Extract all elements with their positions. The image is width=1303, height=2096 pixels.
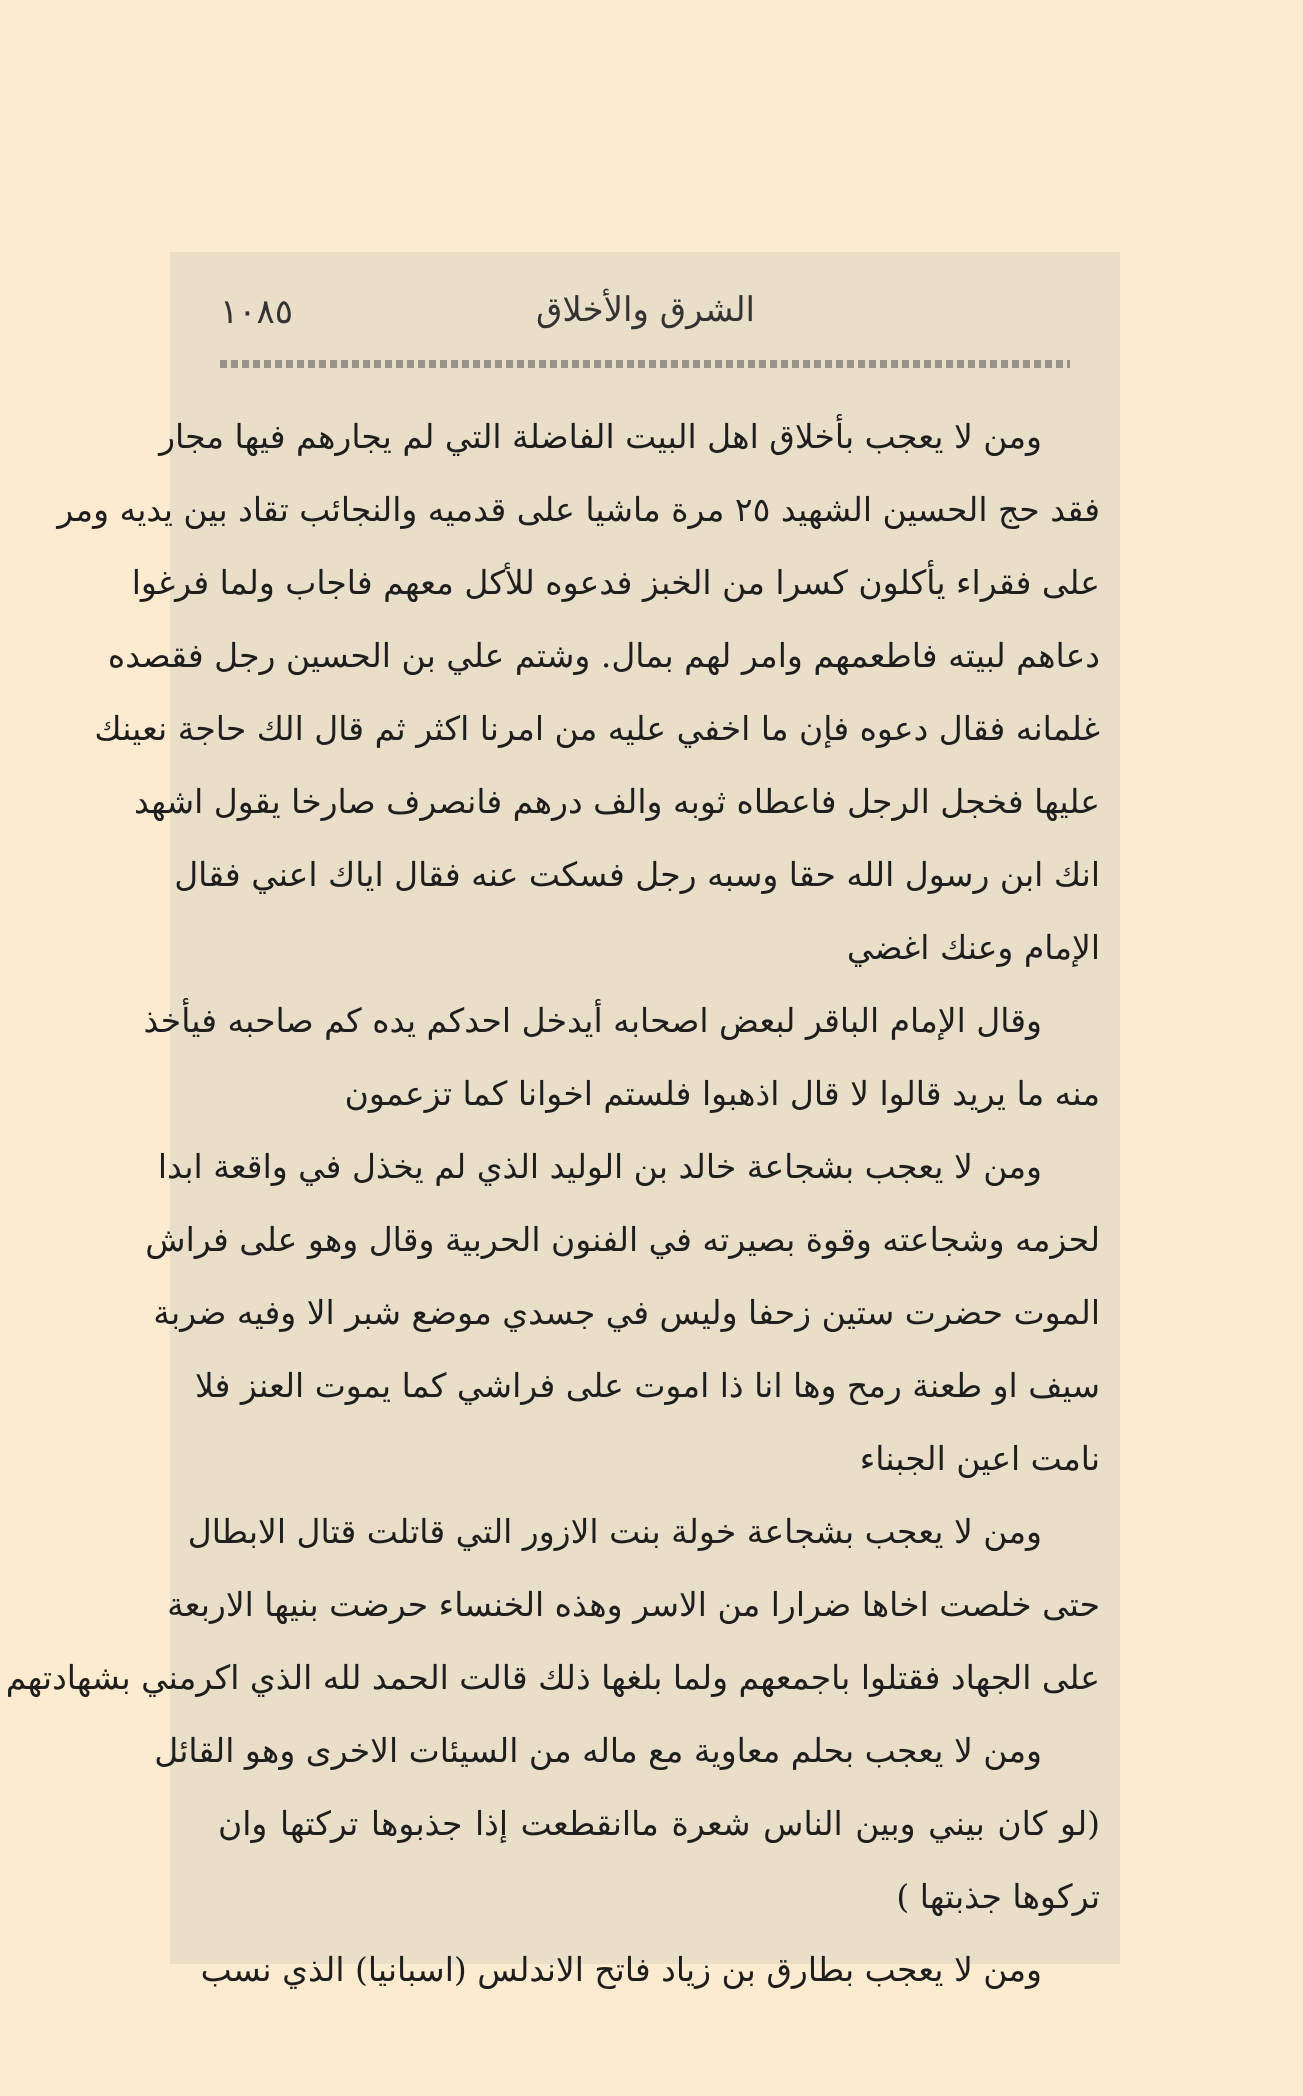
text-line: ومن لا يعجب بحلم معاوية مع ماله من السيئات الاخرى وهو القائل	[154, 1731, 1042, 1770]
page-header	[220, 290, 1070, 350]
text-line: دعاهم لبيته فاطعمهم وامر لهم بمال. وشتم علي بن الحسين رجل فقصده	[107, 636, 1100, 675]
text-line: منه ما يريد قالوا لا قال اذهبوا فلستم اخوانا كما تزعمون	[344, 1074, 1100, 1113]
text-line: ومن لا يعجب بأخلاق اهل البيت الفاضلة التي لم يجارهم فيها مجار	[159, 417, 1042, 456]
text-line: فقد حج الحسين الشهيد ٢٥ مرة ماشيا على قدميه والنجائب تقاد بين يديه ومر	[57, 490, 1100, 529]
text-line: تركوها جذبتها )	[896, 1877, 1100, 1916]
text-line: ومن لا يعجب بطارق بن زياد فاتح الاندلس (اسبانيا) الذي نسب	[200, 1950, 1042, 1989]
running-title: الشرق والأخلاق	[535, 290, 755, 330]
text-line: ومن لا يعجب بشجاعة خولة بنت الازور التي قاتلت قتال الابطال	[187, 1512, 1042, 1551]
text-line: الإمام وعنك اغضي	[846, 928, 1100, 967]
text-line: حتى خلصت اخاها ضرارا من الاسر وهذه الخنساء حرضت بنيها الاربعة	[167, 1585, 1100, 1624]
header-rule	[220, 360, 1070, 368]
text-line: عليها فخجل الرجل فاعطاه ثوبه والف درهم فانصرف صارخا يقول اشهد	[133, 782, 1100, 821]
text-line: لحزمه وشجاعته وقوة بصيرته في الفنون الحربية وقال وهو على فراش	[145, 1220, 1100, 1259]
text-line: على الجهاد فقتلوا باجمعهم ولما بلغها ذلك قالت الحمد لله الذي اكرمني بشهادتهم	[5, 1658, 1100, 1697]
text-line: نامت اعين الجبناء	[859, 1439, 1100, 1478]
text-line: وقال الإمام الباقر لبعض اصحابه أيدخل احدكم يده كم صاحبه فيأخذ	[143, 1001, 1042, 1040]
text-line: سيف او طعنة رمح وها انا ذا اموت على فراشي كما يموت العنز فلا	[194, 1366, 1100, 1405]
text-line: ومن لا يعجب بشجاعة خالد بن الوليد الذي لم يخذل في واقعة ابدا	[157, 1147, 1042, 1186]
book-page	[5, 252, 1120, 1989]
text-line: الموت حضرت ستين زحفا وليس في جسدي موضع شبر الا وفيه ضربة	[153, 1293, 1100, 1332]
text-line: انك ابن رسول الله حقا وسبه رجل فسكت عنه فقال اياك اعني فقال	[174, 855, 1100, 894]
text-line: (لو كان بيني وبين الناس شعرة ماانقطعت إذا جذبوها تركتها وان	[218, 1804, 1100, 1843]
page-number: ١٠٨٥	[220, 292, 294, 332]
page-body	[5, 400, 1100, 2006]
text-line: غلمانه فقال دعوه فإن ما اخفي عليه من امرنا اكثر ثم قال الك حاجة نعينك	[94, 709, 1100, 748]
text-line: على فقراء يأكلون كسرا من الخبز فدعوه للأكل معهم فاجاب ولما فرغوا	[131, 563, 1100, 602]
